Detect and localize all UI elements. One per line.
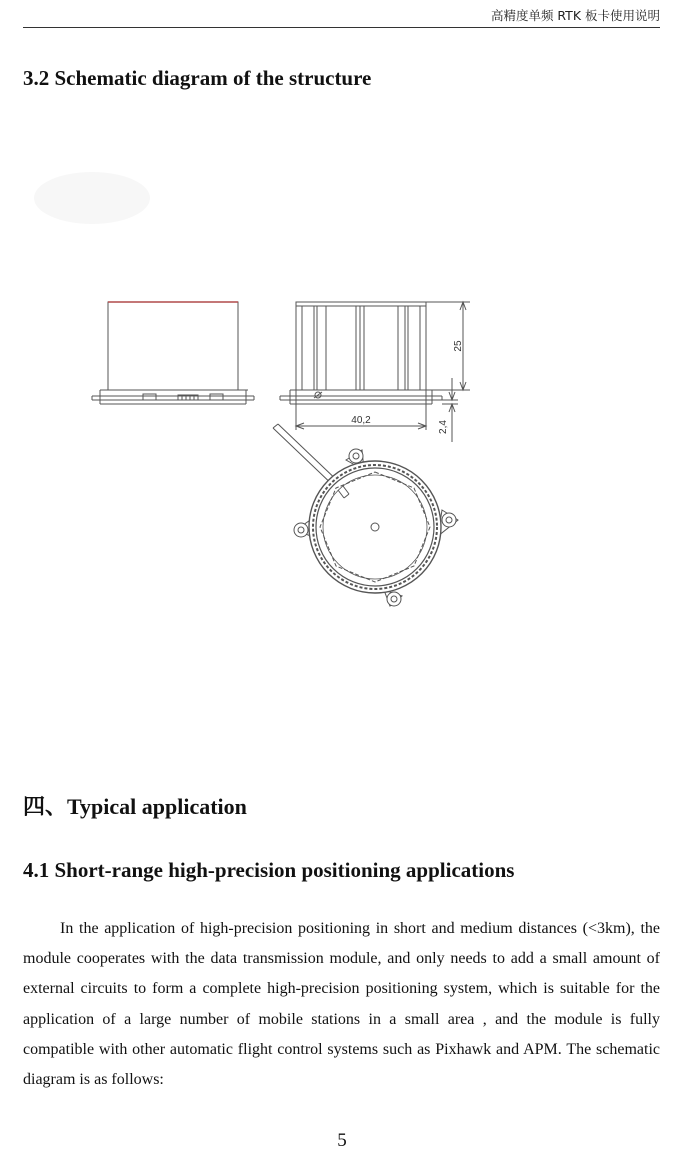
dimension-width-label: 40,2	[351, 415, 371, 426]
body-paragraph: In the application of high-precision positioning in short and medium distances (<3km), the module cooperates with the data transmission module, and only needs to add a small amount of external circuits to form a complete high-precision positioning system, which is suitable for the application of a large number of mobile stations in a small area , and the module is fully compatible with other automatic flight control systems such as Pixhawk and APM. The schematic diagram is as follows:	[23, 920, 660, 1089]
side-view	[92, 302, 254, 404]
top-view	[273, 424, 458, 606]
dimension-height-label: 25	[453, 340, 464, 352]
running-header: 高精度单频 RTK 板卡使用说明	[490, 8, 660, 23]
smudge-mark	[34, 172, 150, 224]
section-heading-3-2: 3.2 Schematic diagram of the structure	[23, 66, 372, 90]
page-number: 5	[337, 1130, 347, 1151]
chapter-heading-4: 四、Typical application	[23, 794, 247, 819]
section-heading-4-1: 4.1 Short-range high-precision positioning applications	[23, 858, 515, 882]
dimension-flange-label: 2,4	[438, 420, 449, 434]
